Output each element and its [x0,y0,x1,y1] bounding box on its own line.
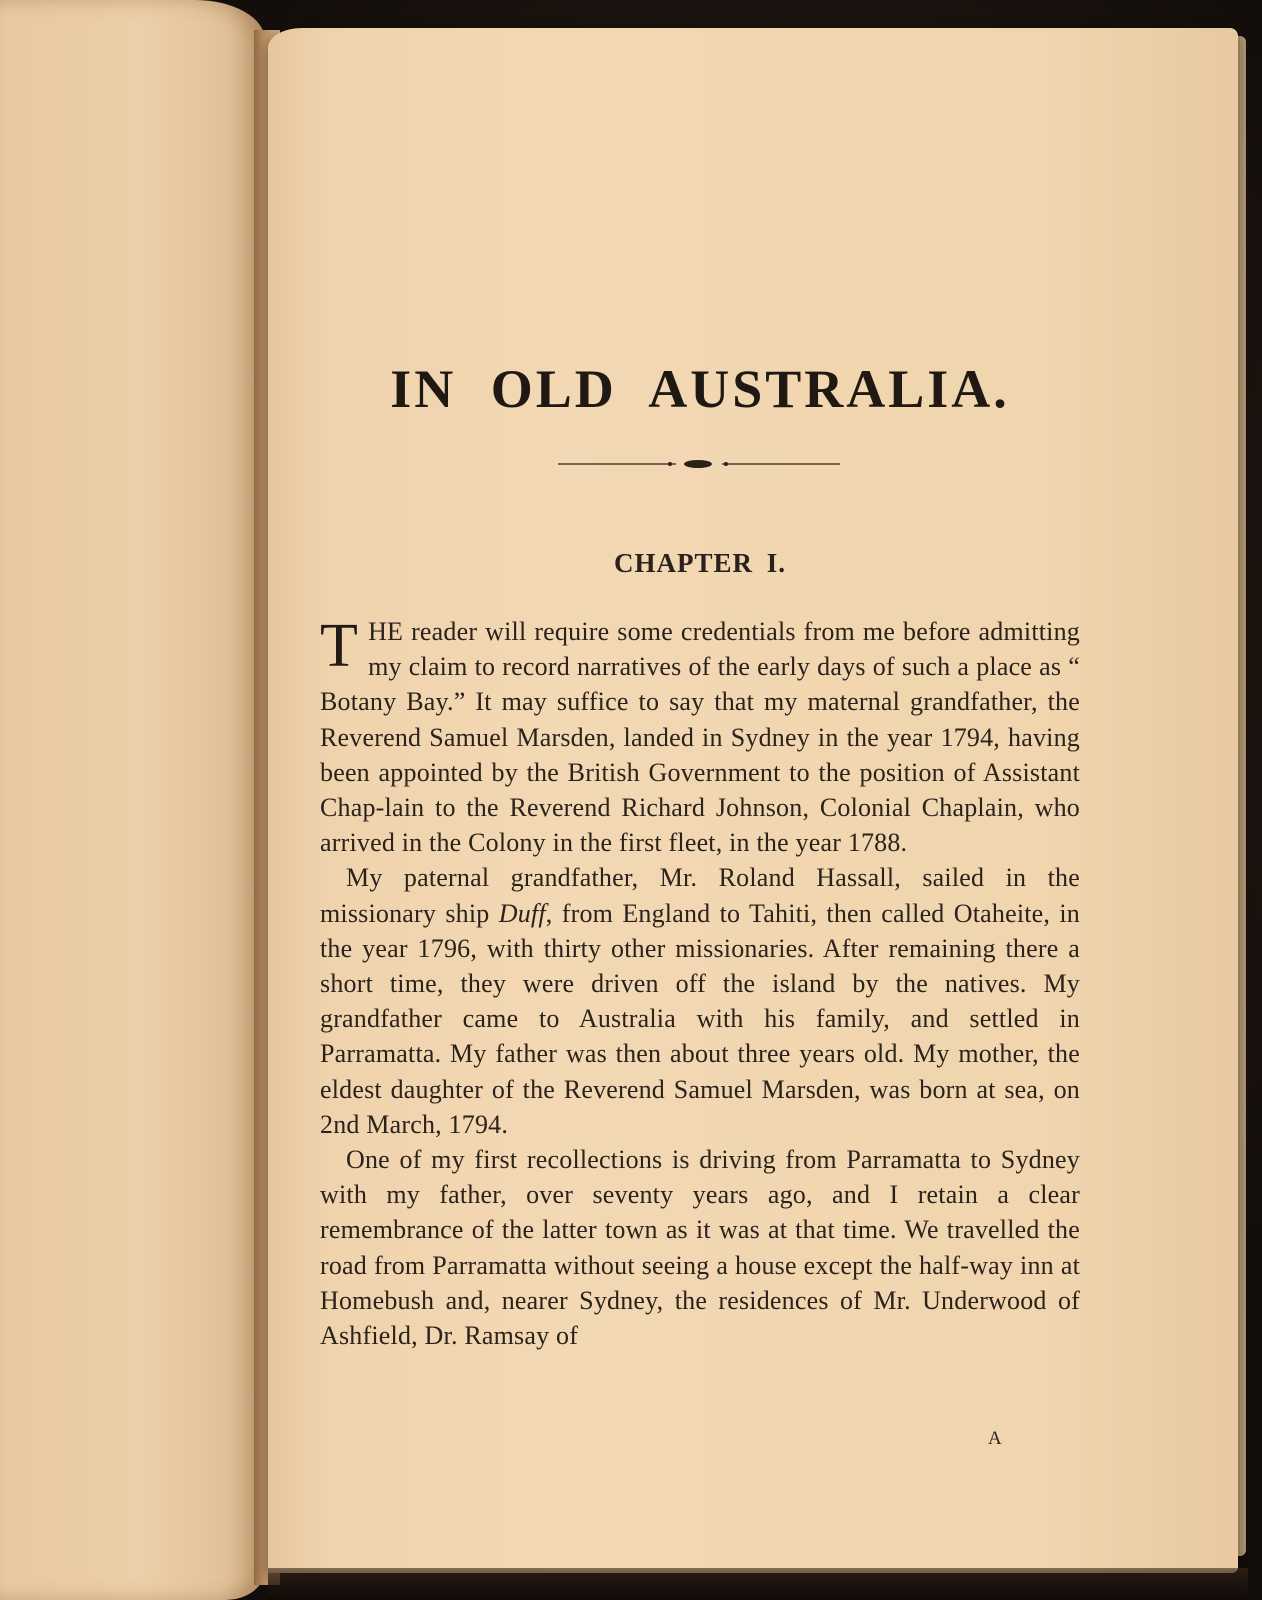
paragraph-3 [320,1142,1080,1353]
paragraph-1 [320,614,1080,860]
drop-cap: T [320,612,359,680]
book-title: IN OLD AUSTRALIA. [390,359,1010,419]
paragraph-2 [320,860,1080,1142]
page-bottom-shadow [268,1568,1248,1600]
paragraph-1-text: HE reader will require some credentials from me before admitting my claim to record narratives of the early days of such a place as “ Botany Bay.” It may suffice to say that my maternal grandfather, the Reverend Samuel Marsden, landed in Sydney in the year 1794, having been appointed by the British Government to the position of Assistant Chap-lain to the Reverend Richard Johnson, Colonial Chaplain, who arrived in the Colony in the first fleet, in the year 1788. [320,617,1080,858]
paragraph-2-text-end: , from England to Tahiti, then called Otaheite, in the year 1796, with thirty other missionaries. After remaining there a short time, they were driven off the island by the natives. My grandfather came to Australia with his family, and settled in Parramatta. My father was then about three years old. My mother, the eldest daughter of the Reverend Samuel Marsden, was born at sea, on 2nd March, 1794. [320,898,1080,1139]
paragraph-3-text: One of my first recollections is driving from Parramatta to Sydney with my father, over seventy years ago, and I retain a clear remembrance of the latter town as it was at that time. We travelled the road from Parramatta without seeing a house except the half-way inn at Homebush and, nearer Sydney, the residences of Mr. Underwood of Ashfield, Dr. Ramsay of [320,1145,1080,1351]
paragraph-2-text-start: My paternal grandfather, Mr. Roland Hassall, sailed in the missionary ship [320,863,1080,928]
ship-name: Duff [498,898,546,928]
right-text-page [268,28,1238,1573]
signature-mark: A [988,1428,1003,1449]
chapter-heading: CHAPTER I. [613,548,786,578]
chapter-body [320,614,1080,1353]
title-ornament [558,456,840,472]
left-blank-page [0,0,265,1600]
